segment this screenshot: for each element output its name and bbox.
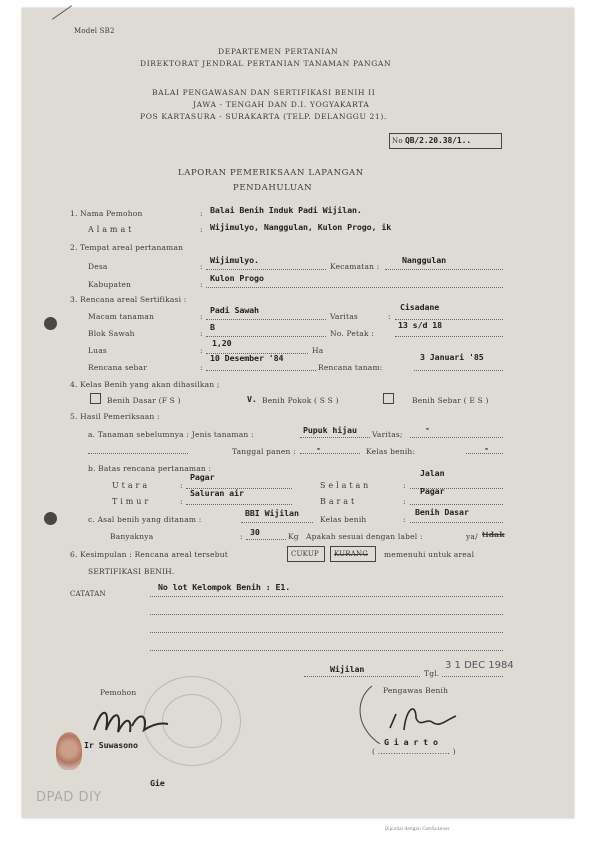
s5-colon-utara: : [180, 481, 183, 490]
office-line-1: BALAI PENGAWASAN DAN SERTIFIKASI BENIH II [152, 88, 376, 97]
s3-petak-value: 13 s/d 18 [398, 320, 443, 330]
s3-sebar-value: 10 Desember '84 [210, 353, 284, 363]
s5-barat-value: Pagar [420, 486, 445, 496]
footer-date-line [442, 676, 503, 677]
s6-rest2-label: SERTIFIKASI BENIH. [88, 567, 175, 576]
pemohon-label: Pemohon [100, 688, 137, 697]
s2-kabupaten-label: Kabupaten [88, 280, 132, 289]
s1-colon-2: : [200, 225, 203, 234]
s5-barat-line [410, 504, 503, 505]
initials: Gie [150, 778, 165, 788]
s2-label: 2. Tempat areal pertanaman [70, 243, 184, 252]
s1-pemohon-label: 1. Nama Pemohon [70, 209, 143, 218]
s5-panen-line [300, 453, 360, 454]
s3-sebar-line [206, 370, 316, 371]
s3-tanam-label: Rencana tanam: [318, 363, 383, 372]
s5-tidak-label: tidak [482, 530, 505, 539]
s2-colon-kab: : [200, 280, 203, 289]
s1-alamat-value: Wijimulyo, Nanggulan, Kulon Progo, ik [210, 222, 392, 232]
catatan-line-4 [150, 650, 503, 651]
s3-luas-label: Luas [88, 346, 107, 355]
s4-label: 4. Kelas Benih yang akan dihasilkan ; [70, 380, 220, 389]
office-line-2: JAWA - TENGAH DAN D.I. YOGYAKARTA [193, 100, 370, 109]
s5-kg-label: Kg [288, 532, 299, 541]
s1-colon-1: : [200, 209, 203, 218]
s5-jenis-line [300, 437, 370, 438]
s5-banyak-line [246, 539, 286, 540]
s5-kelas-label: Kelas benih: [366, 447, 416, 456]
s5-varitas-value: - [425, 423, 430, 433]
s3-colon-blok: : [200, 329, 203, 338]
s5-panen-value: - [316, 443, 321, 453]
s6-rest-label: memenuhi untuk areal [384, 550, 475, 559]
checkbox-benih-dasar[interactable] [90, 393, 101, 404]
s3-blok-value: B [210, 322, 215, 332]
footer-place: Wijilan [330, 664, 365, 674]
s6-label: 6. Kesimpulan : Rencana areal tersebut [70, 550, 228, 559]
s3-blok-label: Blok Sawah [88, 329, 135, 338]
s3-petak-label: No. Petak : [330, 329, 375, 338]
scanner-note: Dipindai dengan CamScanner [385, 826, 450, 831]
s2-kecamatan-line [385, 269, 503, 270]
s5-utara-label: U t a r a [112, 481, 148, 490]
watermark: DPAD DIY [36, 790, 102, 805]
s3-macam-value: Padi Sawah [210, 305, 259, 315]
kurang-label: KURANG [334, 550, 369, 558]
s5-colon-banyak: : [240, 532, 243, 541]
s3-varitas-value: Cisadane [400, 302, 440, 312]
s5-colon-barat: : [403, 497, 406, 506]
number-value: QB/2.20.38/1.. [405, 136, 472, 145]
number-label: No [392, 137, 403, 145]
s5-barat-label: B a r a t [320, 497, 355, 506]
s5-colon-selatan: : [403, 481, 406, 490]
s3-ha-label: Ha [312, 346, 324, 355]
s5-timur-line [186, 504, 292, 505]
s3-macam-line [206, 319, 326, 320]
s5-banyak-label: Banyaknya [110, 532, 154, 541]
s5-kelas-value: - [484, 443, 489, 453]
s5-kelasbenih-line [410, 522, 503, 523]
s3-luas-value: 1,20 [212, 338, 232, 348]
pemohon-name: Ir Suwasono [84, 740, 138, 750]
catatan-value: No lot Kelompok Benih : E1. [158, 582, 291, 592]
s5-a-label: a. Tanaman sebelumnya : Jenis tanaman : [88, 430, 254, 439]
checkbox-benih-sebar[interactable] [383, 393, 394, 404]
pengawas-name-brackets: ( ............................ ) [372, 747, 456, 756]
footer-place-line [304, 676, 420, 677]
s5-selatan-value: Jalan [420, 468, 445, 478]
s5-kelas-line [466, 453, 503, 454]
s3-colon-macam: : [200, 312, 203, 321]
s1-pemohon-value: Balai Benih Induk Padi Wijilan. [210, 205, 362, 215]
pengawas-name: G i a r t o [384, 737, 438, 747]
s5-timur-value: Saluran air [190, 488, 244, 498]
s5-selatan-label: S e l a t a n [320, 481, 369, 490]
cukup-label: CUKUP [291, 550, 319, 558]
s5-timur-label: T i m u r [112, 497, 149, 506]
s3-colon-varitas: : [388, 312, 391, 321]
s5-colon-timur: : [180, 497, 183, 506]
dept-title: DEPARTEMEN PERTANIAN [218, 47, 339, 56]
s3-sebar-label: Rencana sebar [88, 363, 148, 372]
punch-hole-top [44, 317, 57, 330]
report-title: LAPORAN PEMERIKSAAN LAPANGAN [178, 168, 364, 178]
s5-b-label: b. Batas rencana pertanaman : [88, 464, 212, 473]
pemohon-signature [88, 700, 178, 742]
red-seal-logo [56, 732, 82, 770]
s2-kecamatan-value: Nanggulan [402, 255, 447, 265]
s5-panen-label: Tanggal panen : [232, 447, 296, 456]
s2-kecamatan-label: Kecamatan : [330, 262, 380, 271]
s3-colon-sebar: : [200, 363, 203, 372]
s5-asal-line [241, 522, 313, 523]
s3-petak-line [395, 336, 503, 337]
s5-varitas-label: Varitas; [372, 430, 403, 439]
s2-kabupaten-line [206, 287, 503, 288]
report-subtitle: PENDAHULUAN [233, 183, 313, 193]
s2-desa-value: Wijimulyo. [210, 255, 259, 265]
s5-jenis-value: Pupuk hijau [303, 425, 357, 435]
s3-varitas-label: Varitas [330, 312, 358, 321]
directorate-title: DIREKTORAT JENDRAL PERTANIAN TANAMAN PANGAN [140, 59, 392, 68]
office-line-3: POS KARTASURA - SURAKARTA (TELP. DELANGGU 21). [140, 112, 387, 121]
s2-desa-label: Desa [88, 262, 108, 271]
s5-sesuai-label: Apakah sesuai dengan label : [306, 532, 423, 541]
footer-tgl-label: Tgl. [424, 669, 440, 678]
s3-macam-label: Macam tanaman [88, 312, 155, 321]
s2-desa-line [206, 269, 326, 270]
catatan-line-2 [150, 614, 503, 615]
s1-alamat-label: A l a m a t [88, 225, 132, 234]
s3-tanam-line [414, 370, 503, 371]
s5-c-label: c. Asal benih yang ditanam : [88, 515, 202, 524]
s5-a-line-2 [88, 453, 188, 454]
s5-label: 5. Hasil Pemeriksaan : [70, 412, 160, 421]
s4-pokok-label: Benih Pokok ( S S ) [262, 396, 339, 405]
s4-dasar-label: Benih Dasar (F S ) [107, 396, 181, 405]
s3-blok-line [206, 336, 326, 337]
s5-utara-value: Pagar [190, 472, 215, 482]
s3-tanam-value: 3 Januari '85 [420, 352, 484, 362]
s3-colon-luas: : [200, 346, 203, 355]
s4-sebar-label: Benih Sebar ( E S ) [412, 396, 489, 405]
pengawas-label: Pengawas Benih [383, 686, 449, 695]
s5-ya-label: ya/ [466, 532, 478, 541]
s4-pokok-mark: V. [247, 394, 257, 404]
punch-hole-bottom [44, 512, 57, 525]
s3-label: 3. Rencana areal Sertifikasi : [70, 295, 187, 304]
catatan-label: CATATAN [70, 590, 106, 598]
s2-colon-desa: : [200, 262, 203, 271]
catatan-line-1 [150, 596, 503, 597]
s2-kabupaten-value: Kulon Progo [210, 273, 264, 283]
s5-kelasbenih-value: Benih Dasar [415, 507, 469, 517]
model-label: Model SB2 [74, 27, 115, 35]
footer-date-stamp: 3 1 DEC 1984 [445, 660, 514, 671]
s5-varitas-line [410, 437, 503, 438]
s5-kelasbenih-label: Kelas benih [320, 515, 367, 524]
s5-colon-kelasbenih: : [403, 515, 406, 524]
s5-asal-value: BBI Wijilan [245, 508, 299, 518]
catatan-line-3 [150, 632, 503, 633]
s5-banyak-value: 30 [250, 527, 260, 537]
